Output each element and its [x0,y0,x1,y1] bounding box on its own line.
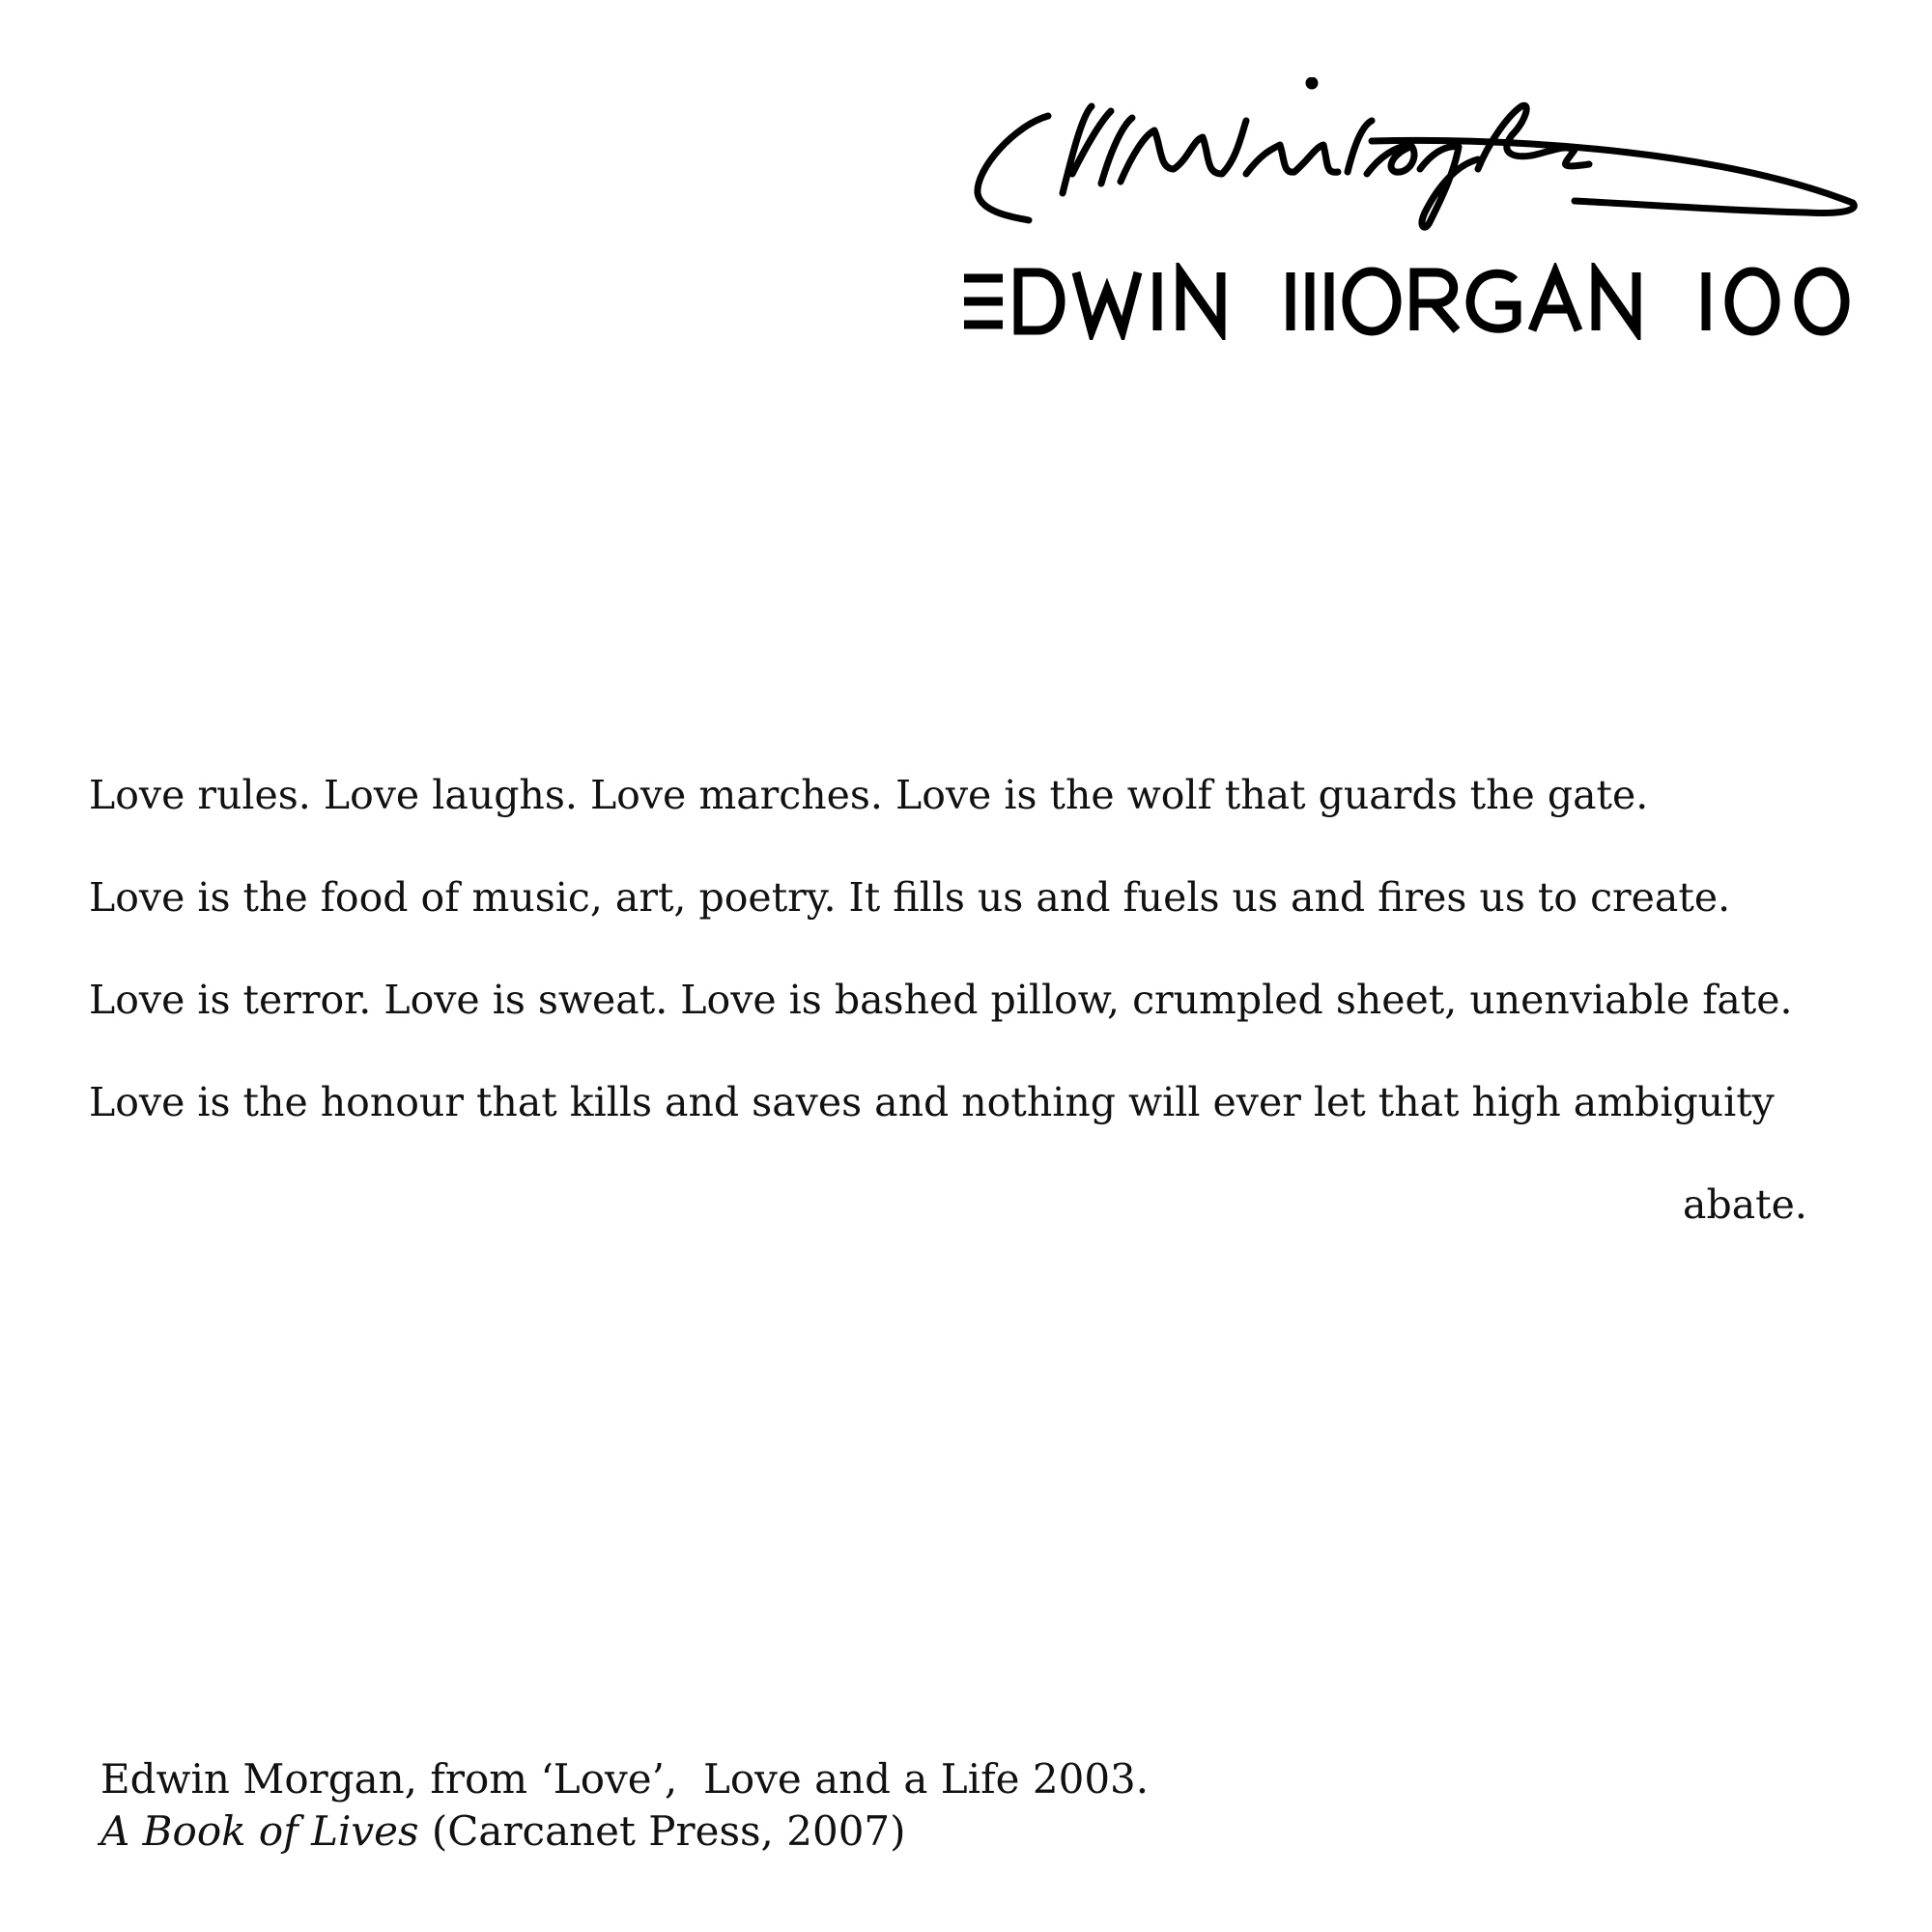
citation-source: Edwin Morgan, from ‘Love’, Love and a Life 2003. [100,1755,1150,1803]
signature-image [956,77,1864,242]
citation-publication [100,1805,1149,1858]
poem-excerpt [89,744,1828,1256]
publisher-info: (Carcanet Press, 2007) [418,1807,906,1855]
book-title: A Book of Lives [100,1807,419,1855]
poem-line-continuation: abate. [1683,1181,1807,1228]
citation [100,1753,1149,1858]
poem-line: Love rules. Love laughs. Love marches. Love is the wolf that guards the gate. [89,772,1649,818]
poem-line: Love is the food of music, art, poetry. It fills us and fuels us and fires us to create. [89,874,1731,921]
wordmark-image [962,263,1861,340]
poem-line: Love is the honour that kills and saves and nothing will ever let that high ambiguity [89,1079,1775,1125]
edwin-morgan-100-logo [956,77,1864,348]
poem-line: Love is terror. Love is sweat. Love is bashed pillow, crumpled sheet, unenviable fate. [89,977,1793,1023]
